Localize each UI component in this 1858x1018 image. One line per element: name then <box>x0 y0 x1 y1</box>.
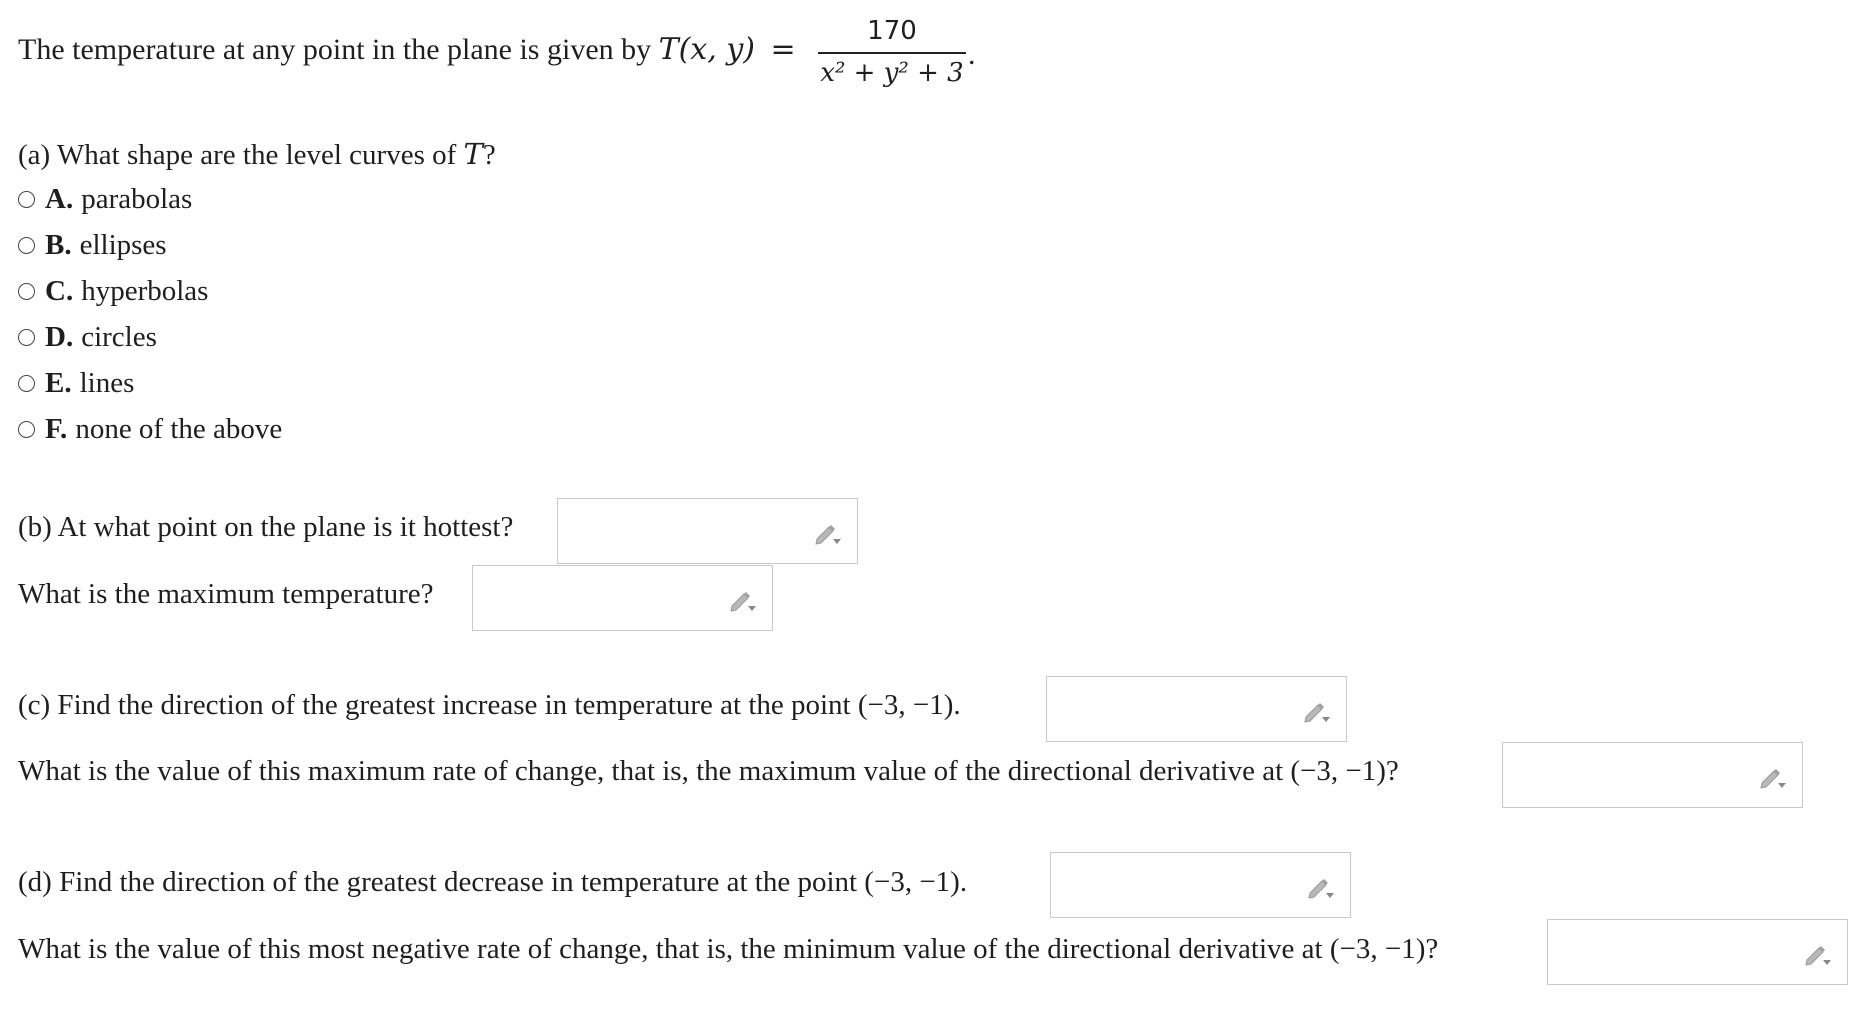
part-b-answer-1-box[interactable] <box>557 498 858 564</box>
intro-period: . <box>968 38 976 71</box>
option-label: circles <box>81 321 157 353</box>
part-b-answer-1-input[interactable] <box>558 499 797 563</box>
option-b[interactable] <box>18 229 167 262</box>
fraction-denominator: x² + y² + 3 <box>820 58 964 88</box>
option-letter: D. <box>45 321 74 353</box>
option-f[interactable] <box>18 413 282 446</box>
radio-option-f[interactable] <box>18 421 35 438</box>
option-e[interactable] <box>18 367 134 400</box>
option-c[interactable] <box>18 275 208 308</box>
part-c-answer-1-box[interactable] <box>1046 676 1347 742</box>
option-a[interactable] <box>18 183 192 216</box>
part-d-question-1: (d) Find the direction of the greatest decrease in temperature at the point (−3, −1). <box>18 866 968 898</box>
radio-option-b[interactable] <box>18 237 35 254</box>
part-a-question <box>18 137 496 172</box>
option-label: none of the above <box>75 413 283 445</box>
pencil-edit-icon[interactable] <box>1304 873 1336 901</box>
radio-option-a[interactable] <box>18 191 35 208</box>
temperature-fraction <box>818 16 966 88</box>
option-label: lines <box>79 367 135 399</box>
option-letter: E. <box>45 367 72 399</box>
radio-option-e[interactable] <box>18 375 35 392</box>
temperature-function: T(x, y) <box>658 32 755 67</box>
pencil-edit-icon[interactable] <box>1801 940 1833 968</box>
equals-sign: = <box>770 32 796 67</box>
radio-option-d[interactable] <box>18 329 35 346</box>
problem-statement <box>18 32 796 67</box>
part-c-question-2: What is the value of this maximum rate of change, that is, the maximum value of the directional derivative at (−3, −1)? <box>18 755 1399 787</box>
part-d-answer-2-input[interactable] <box>1548 920 1787 984</box>
radio-option-c[interactable] <box>18 283 35 300</box>
option-d[interactable] <box>18 321 157 354</box>
option-letter: A. <box>45 183 74 215</box>
option-letter: F. <box>45 413 68 445</box>
part-a-question-text: (a) What shape are the level curves of <box>18 139 457 171</box>
part-c-answer-1-input[interactable] <box>1047 677 1286 741</box>
option-letter: B. <box>45 229 72 261</box>
pencil-edit-icon[interactable] <box>1300 697 1332 725</box>
part-d-answer-1-box[interactable] <box>1050 852 1351 918</box>
fraction-numerator: 170 <box>867 16 917 46</box>
part-b-question-2: What is the maximum temperature? <box>18 578 434 610</box>
part-d-answer-2-box[interactable] <box>1547 919 1848 985</box>
pencil-edit-icon[interactable] <box>811 519 843 547</box>
option-label: parabolas <box>81 183 193 215</box>
part-b-answer-2-box[interactable] <box>472 565 773 631</box>
pencil-edit-icon[interactable] <box>726 586 758 614</box>
option-label: ellipses <box>79 229 167 261</box>
option-label: hyperbolas <box>81 275 209 307</box>
part-d-question-2: What is the value of this most negative rate of change, that is, the minimum value of the directional derivative at (−3, −1)? <box>18 933 1439 965</box>
part-c-question-1: (c) Find the direction of the greatest increase in temperature at the point (−3, −1). <box>18 689 961 721</box>
intro-text: The temperature at any point in the plane is given by <box>18 33 652 66</box>
option-letter: C. <box>45 275 74 307</box>
part-a-qmark: ? <box>482 139 496 171</box>
part-c-answer-2-box[interactable] <box>1502 742 1803 808</box>
part-d-answer-1-input[interactable] <box>1051 853 1290 917</box>
part-c-answer-2-input[interactable] <box>1503 743 1742 807</box>
part-b-answer-2-input[interactable] <box>473 566 712 630</box>
part-a-var: T <box>463 137 483 171</box>
pencil-edit-icon[interactable] <box>1756 763 1788 791</box>
part-b-question-1: (b) At what point on the plane is it hottest? <box>18 511 514 543</box>
